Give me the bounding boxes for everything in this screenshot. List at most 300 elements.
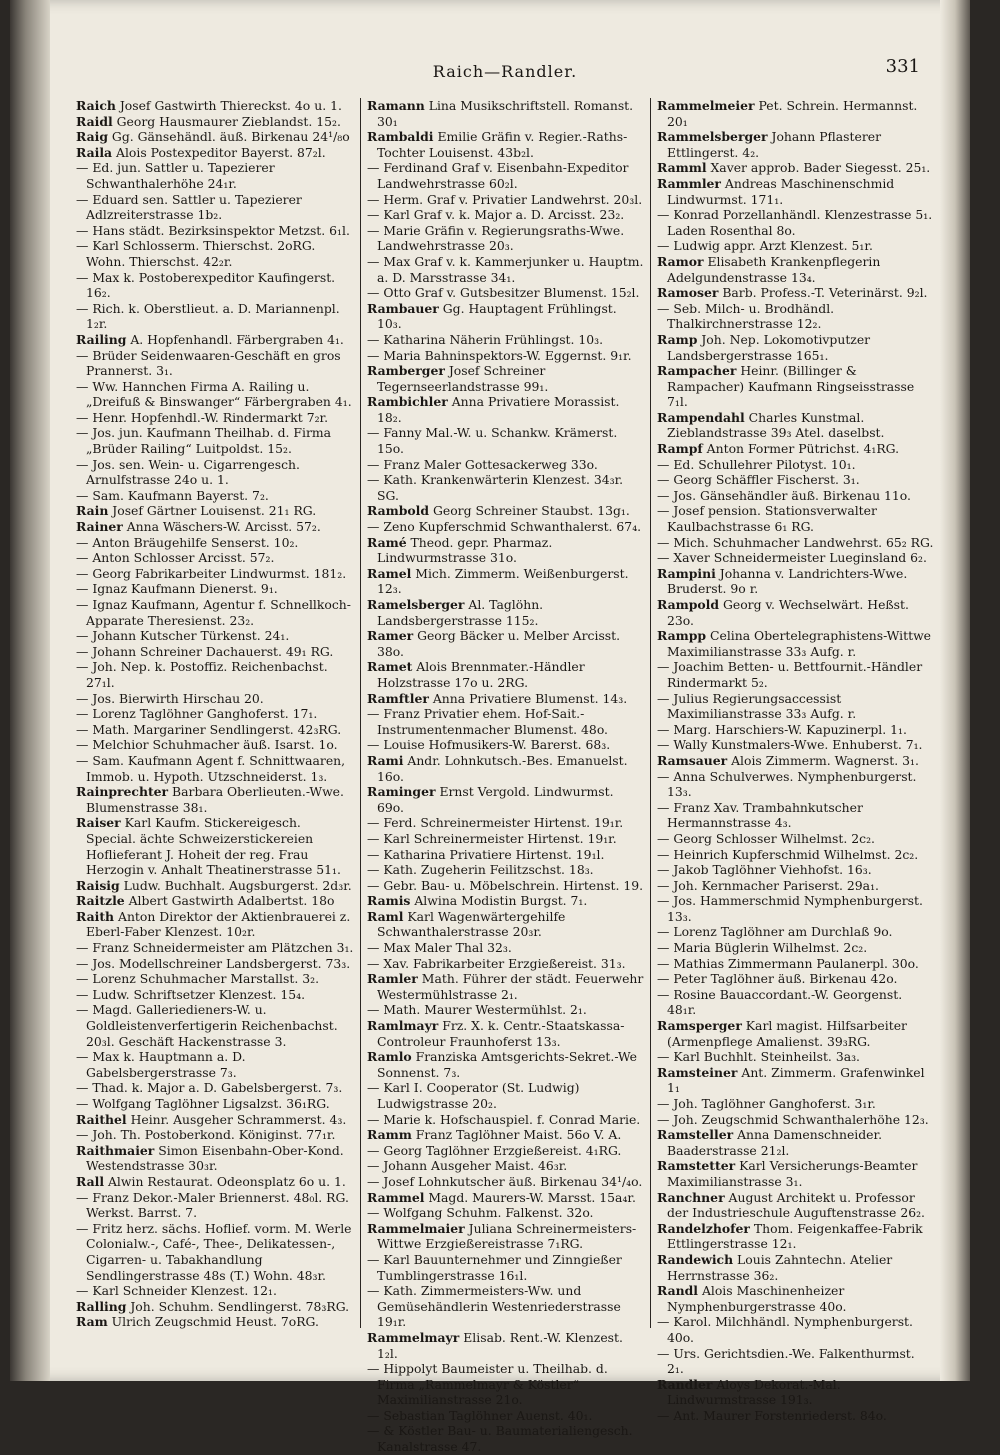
directory-entry	[76, 1190, 354, 1221]
directory-entry	[367, 254, 644, 285]
directory-entry	[367, 597, 644, 628]
entry-details: Ignaz Kaufmann Dienerst. 9₁.	[92, 581, 278, 597]
directory-entry	[657, 410, 934, 441]
directory-entry	[76, 457, 354, 488]
entry-surname: Rammel	[367, 1189, 425, 1205]
directory-entry	[76, 987, 354, 1003]
directory-entry	[367, 129, 644, 160]
entry-details: Kath. Krankenwärterin Klenzest. 34₃r. SG.	[377, 472, 624, 503]
directory-entry	[657, 1283, 934, 1314]
directory-entry	[657, 176, 934, 207]
directory-entry	[76, 160, 354, 191]
entry-details: Alwina Modistin Burgst. 7₁.	[410, 893, 588, 909]
entry-surname: Ramler	[367, 971, 418, 987]
entry-surname: Rainer	[76, 519, 123, 535]
entry-details: Johanna v. Landrichters-Wwe. Bruderst. 9o r.	[667, 565, 908, 597]
entry-surname: Ramsteiner	[657, 1064, 738, 1080]
directory-entry	[657, 254, 934, 285]
entry-surname: Raich	[76, 98, 116, 113]
entry-details: Anton Bräugehilfe Senserst. 10₂.	[92, 534, 299, 550]
entry-details: Alois Maschinenheizer Nymphenburgerstrasse 40o.	[667, 1283, 847, 1314]
entry-details: Theod. gepr. Pharmaz. Lindwurmstrasse 31o.	[377, 534, 553, 566]
entry-surname: Rammelmeier	[657, 98, 755, 113]
entry-details: Math. Führer der städt. Feuerwehr Westermühlstrasse 2₁.	[377, 971, 644, 1002]
directory-entry	[657, 940, 934, 956]
directory-entry	[367, 363, 644, 394]
entry-details: Heinrich Kupferschmid Wilhelmst. 2c₂.	[673, 846, 919, 862]
directory-entry	[657, 98, 934, 129]
directory-entry	[367, 1112, 644, 1128]
entry-details: Joh. Th. Postoberkond. Königinst. 77₁r.	[92, 1127, 336, 1143]
directory-entry	[367, 1408, 644, 1424]
entry-details: Kath. Zimmermeisters-Ww. und Gemüsehändlerin Westenriederstrasse 19₁r.	[377, 1283, 621, 1330]
entry-details: Franz Taglöhner Maist. 56o V. A.	[411, 1127, 622, 1143]
entry-details: Ant. Maurer Forstenriederst. 84o.	[673, 1407, 887, 1423]
directory-entry	[76, 878, 354, 894]
directory-entry	[367, 1080, 644, 1111]
directory-entry	[657, 1221, 934, 1252]
entry-details: Seb. Milch- u. Brodhändl. Thalkirchnerstrasse 12₂.	[667, 300, 835, 332]
entry-surname: Rampacher	[657, 363, 737, 379]
directory-entry	[76, 238, 354, 269]
entry-surname: Ramé	[367, 534, 407, 550]
entry-surname: Raiser	[76, 815, 121, 831]
directory-entry	[76, 581, 354, 597]
entry-surname: Rambold	[367, 503, 430, 519]
entry-details: Alois Postexpeditor Bayerst. 87₂l.	[112, 144, 326, 160]
entry-surname: Rambaldi	[367, 129, 434, 145]
entry-details: Georg Hausmaurer Zieblandst. 15₂.	[112, 113, 341, 129]
page-edge	[940, 0, 970, 1381]
entry-details: Hans städt. Bezirksinspektor Metzst. 6₁l.	[92, 222, 350, 238]
directory-entry	[367, 691, 644, 707]
entry-details: Alwin Restaurat. Odeonsplatz 6o u. 1.	[104, 1173, 346, 1189]
entry-details: Anton Former Pütrichst. 4₁RG.	[702, 441, 900, 457]
entry-details: Gebr. Bau- u. Möbelschrein. Hirtenst. 19.	[383, 877, 644, 893]
entry-details: Wolfgang Taglöhner Ligsalzst. 36₁RG.	[92, 1096, 330, 1111]
entry-surname: Ramel	[367, 565, 412, 581]
entry-surname: Ramm	[367, 1127, 412, 1143]
entry-details: Karl Kaufm. Stickereigesch. Special. ächte Schweizerstickereien Hoflieferant J. Hoheit der reg. Frau Herzogin v. Anhalt Theatinerstrasse 51₁.	[86, 815, 341, 878]
entry-surname: Ramet	[367, 659, 413, 675]
entry-details: Jos. sen. Wein- u. Cigarrengesch. Arnulfstrasse 24o u. 1.	[86, 456, 300, 488]
entry-details: Anna Wäschers-W. Arcisst. 57₂.	[122, 519, 321, 535]
directory-entry	[367, 1143, 644, 1159]
entry-details: Wally Kunstmalers-Wwe. Enhuberst. 7₁.	[673, 737, 923, 753]
entry-details: Peter Taglöhner äuß. Birkenau 42o.	[673, 971, 898, 987]
entry-details: Thad. k. Major a. D. Gabelsbergerst. 7₃.	[92, 1080, 343, 1096]
directory-entry	[76, 114, 354, 130]
entry-surname: Ramis	[367, 893, 411, 909]
directory-entry	[76, 753, 354, 784]
entry-details: Ludwig appr. Arzt Klenzest. 5₁r.	[673, 238, 873, 254]
entry-details: Karl I. Cooperator (St. Ludwig) Ludwigstrasse 20₂.	[377, 1080, 580, 1111]
directory-entry	[657, 488, 934, 504]
entry-details: Marie Gräfin v. Regierungsraths-Wwe. Landwehrstrasse 20₃.	[377, 222, 625, 254]
entry-details: Joh. Kernmacher Pariserst. 29a₁.	[673, 877, 879, 893]
directory-entry	[76, 659, 354, 690]
entry-surname: Rainprechter	[76, 784, 169, 800]
entry-details: Karl Schreinermeister Hirtenst. 19₁r.	[383, 830, 617, 846]
entry-details: Frz. X. k. Centr.-Staatskassa-Controleur Fraunhoferst 13₃.	[377, 1018, 625, 1049]
entry-details: Anna Privatiere Morassist. 18₂.	[377, 394, 620, 425]
entry-details: Gg. Gänsehändl. äuß. Birkenau 24¹/₈o	[107, 129, 350, 145]
entry-surname: Raithmaier	[76, 1142, 155, 1158]
directory-entry	[367, 457, 644, 473]
directory-entry	[76, 192, 354, 223]
entry-surname: Ramsperger	[657, 1018, 742, 1034]
entry-details: Katharina Privatiere Hirtenst. 19₁l.	[383, 846, 605, 862]
directory-entry	[367, 909, 644, 940]
directory-entry	[76, 1299, 354, 1315]
entry-details: Ulrich Zeugschmid Heust. 7oRG.	[107, 1314, 319, 1330]
entry-details: Ferd. Schreinermeister Hirtenst. 19₁r.	[383, 815, 624, 831]
directory-entry	[657, 566, 934, 597]
directory-entry	[367, 1252, 644, 1283]
directory-entry	[76, 129, 354, 145]
entry-details: Emilie Gräfin v. Regier.-Raths-Tochter Louisenst. 43b₂l.	[377, 129, 628, 160]
directory-entry	[367, 628, 644, 659]
directory-entry	[657, 1158, 934, 1189]
directory-entry	[657, 769, 934, 800]
entry-details: Andr. Lohnkutsch.-Bes. Emanuelst. 16o.	[377, 752, 628, 784]
directory-entry	[657, 503, 934, 534]
directory-entry	[76, 1221, 354, 1283]
directory-entry	[367, 425, 644, 456]
directory-entry	[76, 1049, 354, 1080]
entry-details: Barbara Oberlieuten.-Wwe. Blumenstrasse 38₁.	[86, 784, 344, 815]
directory-entry	[367, 1158, 644, 1174]
entry-details: Xaver approb. Bader Siegesst. 25₁.	[706, 160, 931, 176]
directory-entry	[76, 1143, 354, 1174]
directory-entry	[657, 659, 934, 690]
entry-details: Ed. Schullehrer Pilotyst. 10₁.	[673, 456, 856, 472]
entry-surname: Raml	[367, 908, 404, 924]
directory-entry	[367, 784, 644, 815]
directory-entry	[76, 301, 354, 332]
entry-details: Albert Gastwirth Adalbertst. 18o	[124, 893, 335, 909]
directory-entry	[367, 815, 644, 831]
entry-details: Math. Margariner Sendlingerst. 42₃RG.	[92, 721, 342, 737]
entry-details: Pet. Schrein. Hermannst. 20₁	[667, 98, 918, 129]
directory-entry	[657, 924, 934, 940]
directory-entry	[76, 737, 354, 753]
entry-surname: Rampf	[657, 441, 703, 457]
entry-details: Zeno Kupferschmid Schwanthalerst. 67₄.	[383, 519, 642, 535]
entry-details: Ludw. Schriftsetzer Klenzest. 15₄.	[92, 986, 306, 1002]
entry-details: Franz Schneidermeister am Plätzchen 3₁.	[92, 940, 354, 956]
entry-details: Karol. Milchhändl. Nymphenburgerst. 40o.	[667, 1314, 913, 1345]
directory-entry	[76, 644, 354, 660]
directory-entry	[657, 1127, 934, 1158]
directory-entry	[657, 878, 934, 894]
entry-details: Johann Schreiner Dachauerst. 49₁ RG.	[92, 643, 334, 659]
directory-entry	[367, 753, 644, 784]
running-title: Raich—Randler.	[432, 62, 578, 81]
entry-details: Marie k. Hofschauspiel. f. Conrad Marie.	[383, 1111, 641, 1127]
directory-entry	[367, 1205, 644, 1221]
entry-surname: Ramlmayr	[367, 1018, 439, 1034]
directory-entry	[657, 160, 934, 176]
entry-details: Joh. Zeugschmid Schwanthalerhöhe 12₃.	[673, 1111, 929, 1127]
entry-details: Maria Büglerin Wilhelmst. 2c₂.	[673, 940, 868, 956]
directory-entry	[657, 1314, 934, 1345]
directory-entry	[657, 332, 934, 363]
directory-entry	[76, 379, 354, 410]
entry-surname: Ramberger	[367, 363, 445, 379]
directory-entry	[76, 893, 354, 909]
directory-entry	[76, 628, 354, 644]
directory-entry	[367, 472, 644, 503]
directory-entry	[76, 1080, 354, 1096]
directory-entry	[76, 488, 354, 504]
entry-surname: Raisig	[76, 877, 120, 893]
binding-gutter	[10, 0, 50, 1381]
entry-details: Lina Musikschriftstell. Romanst. 30₁	[377, 98, 634, 129]
directory-entry	[657, 238, 934, 254]
entry-details: Karl Buchhlt. Steinheilst. 3a₃.	[673, 1049, 860, 1065]
entry-surname: Rammelsberger	[657, 129, 768, 145]
directory-entry	[657, 1018, 934, 1049]
directory-entry	[367, 332, 644, 348]
entry-details: Konrad Porzellanhändl. Klenzestrasse 5₁. Laden Rosenthal 8o.	[667, 207, 933, 238]
entry-details: Georg Schlosser Wilhelmst. 2c₂.	[673, 830, 875, 846]
directory-entry	[367, 1361, 644, 1408]
directory-entry	[367, 878, 644, 894]
entry-details: August Architekt u. Professor der Industrieschule Auguftenstrasse 26₂.	[667, 1189, 925, 1221]
entry-details: Sam. Kaufmann Bayerst. 7₂.	[92, 487, 269, 503]
entry-details: Jos. jun. Kaufmann Theilhab. d. Firma „Brüder Railing“ Luitpoldst. 15₂.	[86, 425, 332, 457]
directory-entry	[657, 987, 934, 1018]
entry-details: Louise Hofmusikers-W. Barerst. 68₃.	[383, 737, 611, 753]
entry-details: Josef Gärtner Louisenst. 21₁ RG.	[108, 503, 317, 519]
entry-columns	[70, 98, 940, 1455]
entry-surname: Ranchner	[657, 1189, 725, 1205]
directory-entry	[367, 1174, 644, 1190]
entry-details: Henr. Hopfenhdl.-W. Rindermarkt 7₂r.	[92, 409, 329, 425]
entry-details: Eduard sen. Sattler u. Tapezierer Adlzreiterstrasse 1b₂.	[86, 191, 302, 223]
entry-details: Franziska Amtsgerichts-Sekret.-We Sonnenst. 7₃.	[377, 1049, 637, 1080]
entry-details: Joh. Taglöhner Ganghoferst. 3₁r.	[673, 1096, 876, 1111]
entry-details: Brüder Seidenwaaren-Geschäft en gros Prannerst. 3₁.	[86, 347, 341, 379]
entry-surname: Raminger	[367, 784, 436, 800]
directory-entry	[76, 1283, 354, 1299]
entry-details: Anna Privatiere Blumenst. 14₃.	[428, 690, 628, 706]
directory-entry	[367, 223, 644, 254]
directory-entry	[367, 862, 644, 878]
entry-surname: Randler	[657, 1376, 713, 1392]
entry-details: Xav. Fabrikarbeiter Erzgießereist. 31₃.	[383, 955, 626, 971]
entry-surname: Ramoser	[657, 285, 719, 301]
entry-surname: Rampendahl	[657, 409, 745, 425]
entry-details: Franz Privatier ehem. Hof-Sait.-Instrumentenmacher Blumenst. 48o.	[377, 706, 608, 737]
directory-entry	[367, 659, 644, 690]
directory-entry	[657, 457, 934, 473]
directory-entry	[367, 1127, 644, 1143]
entry-surname: Ramelsberger	[367, 597, 465, 612]
entry-details: Maria Bahninspektors-W. Eggernst. 9₁r.	[383, 347, 632, 363]
directory-entry	[367, 1002, 644, 1018]
entry-surname: Ramml	[657, 160, 707, 176]
directory-entry	[367, 394, 644, 425]
directory-entry	[76, 784, 354, 815]
entry-details: Gg. Hauptagent Frühlingst. 10₃.	[377, 300, 617, 332]
directory-entry	[367, 566, 644, 597]
directory-entry	[76, 940, 354, 956]
entry-details: Ludw. Buchhalt. Augsburgerst. 2d₃r.	[119, 877, 352, 893]
entry-details: Jos. Modellschreiner Landsbergerst. 73₃.	[92, 955, 351, 971]
entry-surname: Rami	[367, 752, 404, 768]
directory-entry	[367, 503, 644, 519]
entry-details: Celina Obertelegraphistens-Wittwe Maximilianstrasse 33₃ Aufg. r.	[667, 628, 932, 659]
directory-entry	[367, 535, 644, 566]
entry-details: Johann Ausgeher Maist. 46₃r.	[383, 1158, 568, 1174]
directory-entry	[657, 800, 934, 831]
directory-entry	[657, 722, 934, 738]
directory-entry	[76, 550, 354, 566]
directory-entry	[367, 971, 644, 1002]
entry-details: Josef pension. Stationsverwalter Kaulbachstrasse 6₁ RG.	[667, 503, 877, 535]
entry-details: Marg. Harschiers-W. Kapuzinerpl. 1₁.	[673, 721, 907, 737]
directory-entry	[76, 410, 354, 426]
entry-surname: Randl	[657, 1283, 698, 1299]
entry-details: Lorenz Taglöhner am Durchlaß 9o.	[673, 924, 893, 940]
directory-entry	[367, 285, 644, 301]
directory-entry	[657, 1096, 934, 1112]
directory-page	[10, 0, 970, 1455]
entry-details: Joh. Nep. Lokomotivputzer Landsbergerstrasse 165₁.	[667, 331, 871, 363]
entry-details: Max Graf v. k. Kammerjunker u. Hauptm. a. D. Marsstrasse 34₁.	[377, 253, 644, 285]
directory-entry	[367, 519, 644, 535]
directory-entry	[76, 956, 354, 972]
column-1	[70, 98, 360, 1328]
directory-entry	[367, 192, 644, 208]
entry-details: Franz Dekor.-Maler Briennerst. 48₀l. RG. Werkst. Barrst. 7.	[86, 1189, 349, 1221]
directory-entry	[367, 737, 644, 753]
directory-entry	[657, 956, 934, 972]
directory-entry	[76, 519, 354, 535]
directory-entry	[367, 847, 644, 863]
directory-entry	[76, 722, 354, 738]
directory-entry	[367, 301, 644, 332]
directory-entry	[76, 909, 354, 940]
directory-entry	[657, 129, 934, 160]
entry-details: Mich. Schuhmacher Landwehrst. 65₂ RG.	[673, 534, 934, 550]
directory-entry	[367, 940, 644, 956]
entry-details: Franz Maler Gottesackerweg 33o.	[383, 456, 598, 472]
entry-details: Ignaz Kaufmann, Agentur f. Schnellkoch-Apparate Theresienst. 23₂.	[86, 597, 351, 628]
entry-details: Thom. Feigenkaffee-Fabrik Ettlingerstrasse 12₁.	[667, 1220, 923, 1252]
directory-entry	[657, 207, 934, 238]
directory-entry	[657, 753, 934, 769]
directory-entry	[76, 535, 354, 551]
entry-surname: Rain	[76, 503, 109, 519]
entry-details: Otto Graf v. Gutsbesitzer Blumenst. 15₂l.	[383, 285, 640, 301]
entry-details: Karl magist. Hilfsarbeiter (Armenpflege Amalienst. 39₃RG.	[667, 1018, 907, 1049]
directory-entry	[367, 1018, 644, 1049]
page-number: 331	[885, 56, 920, 77]
entry-details: Anna Schulverwes. Nymphenburgerst. 13₃.	[667, 768, 917, 800]
entry-details: Joh. Nep. k. Postoffiz. Reichenbachst. 27₁l.	[86, 659, 328, 690]
entry-surname: Ramp	[657, 331, 698, 347]
entry-details: Rich. k. Oberstlieut. a. D. Mariannenpl. 1₂r.	[86, 300, 340, 332]
directory-entry	[657, 363, 934, 410]
directory-entry	[657, 597, 934, 628]
entry-surname: Ramsteller	[657, 1127, 734, 1143]
directory-entry	[76, 1314, 354, 1330]
directory-entry	[76, 503, 354, 519]
directory-entry	[657, 550, 934, 566]
directory-entry	[657, 737, 934, 753]
directory-entry	[76, 1174, 354, 1190]
entry-details: Elisabeth Krankenpflegerin Adelgundenstrasse 13₄.	[667, 253, 881, 285]
entry-surname: Rambauer	[367, 300, 439, 316]
entry-details: Max Maler Thal 32₃.	[383, 940, 512, 956]
directory-entry	[76, 706, 354, 722]
entry-details: Lorenz Taglöhner Ganghoferst. 17₁.	[92, 706, 318, 722]
directory-entry	[367, 348, 644, 364]
entry-details: Xaver Schneidermeister Lueginsland 6₂.	[673, 550, 927, 566]
entry-surname: Ralling	[76, 1298, 127, 1314]
entry-details: Georg Fabrikarbeiter Lindwurmst. 181₂.	[92, 565, 347, 581]
directory-entry	[76, 223, 354, 239]
entry-details: Anton Schlosser Arcisst. 57₂.	[92, 550, 275, 566]
directory-entry	[76, 98, 354, 114]
directory-entry	[76, 815, 354, 877]
entry-details: & Köstler Bau- u. Baumaterialiengesch. Kanalstrasse 47.	[377, 1423, 633, 1455]
directory-entry	[76, 1112, 354, 1128]
entry-details: Fritz herz. sächs. Hoflief. vorm. M. Werle Colonialw.-, Café-, Thee-, Delikatessen-, Cigarren- u. Tabakhandlung Sendlingerstrasse 48s (T.) Wohn. 48₃r.	[86, 1220, 352, 1283]
entry-details: Rosine Bauaccordant.-W. Georgenst. 48₁r.	[667, 986, 903, 1018]
column-2	[360, 98, 650, 1455]
entry-details: Fanny Mal.-W. u. Schankw. Krämerst. 15o.	[377, 425, 618, 457]
entry-details: Karl Schlosserm. Thierschst. 2oRG. Wohn. Thierschst. 42₂r.	[86, 238, 316, 269]
directory-entry	[657, 441, 934, 457]
directory-entry	[657, 1408, 934, 1424]
entry-details: Jakob Taglöhner Viehhofst. 16₃.	[673, 862, 872, 878]
entry-details: Mich. Zimmerm. Weißenburgerst. 12₃.	[377, 565, 629, 597]
entry-details: Andreas Maschinenschmid Lindwurmst. 171₁.	[667, 175, 895, 207]
entry-details: Karl Schneider Klenzest. 12₁.	[92, 1283, 277, 1299]
entry-details: Josef Gastwirth Thiereckst. 4o u. 1.	[115, 98, 342, 113]
entry-details: Johann Pflasterer Ettlingerst. 4₂.	[667, 129, 882, 160]
entry-surname: Rampold	[657, 597, 720, 612]
entry-surname: Randelzhofer	[657, 1220, 750, 1236]
entry-details: Ed. jun. Sattler u. Tapezierer Schwanthalerhöhe 24₁r.	[86, 160, 275, 191]
directory-entry	[657, 862, 934, 878]
entry-details: Jos. Bierwirth Hirschau 20.	[92, 690, 264, 706]
column-3	[650, 98, 940, 1423]
entry-surname: Rampp	[657, 628, 707, 644]
directory-entry	[657, 847, 934, 863]
entry-details: Georg Taglöhner Erzgießereist. 4₁RG.	[383, 1142, 622, 1158]
entry-details: Franz Xav. Trambahnkutscher Hermannstrasse 4₃.	[667, 799, 863, 831]
entry-details: Karl Bauunternehmer und Zinngießer Tumblingerstrasse 16₁l.	[377, 1251, 622, 1283]
directory-entry	[367, 207, 644, 223]
directory-entry	[657, 1377, 934, 1408]
directory-entry	[657, 971, 934, 987]
entry-details: Wolfgang Schuhm. Falkenst. 32o.	[383, 1205, 594, 1221]
entry-details: Anna Damenschneider. Baaderstrasse 21₂l.	[667, 1127, 883, 1158]
directory-entry	[76, 1096, 354, 1112]
directory-entry	[367, 956, 644, 972]
entry-details: Karl Graf v. k. Major a. D. Arcisst. 23₂.	[383, 207, 625, 223]
entry-surname: Ramann	[367, 98, 425, 113]
entry-details: Alois Brennmater.-Händler Holzstrasse 17o u. 2RG.	[377, 659, 585, 690]
entry-surname: Rampini	[657, 565, 716, 581]
entry-details: Al. Taglöhn. Landsbergerstrasse 115₂.	[377, 597, 544, 628]
directory-entry	[657, 691, 934, 722]
